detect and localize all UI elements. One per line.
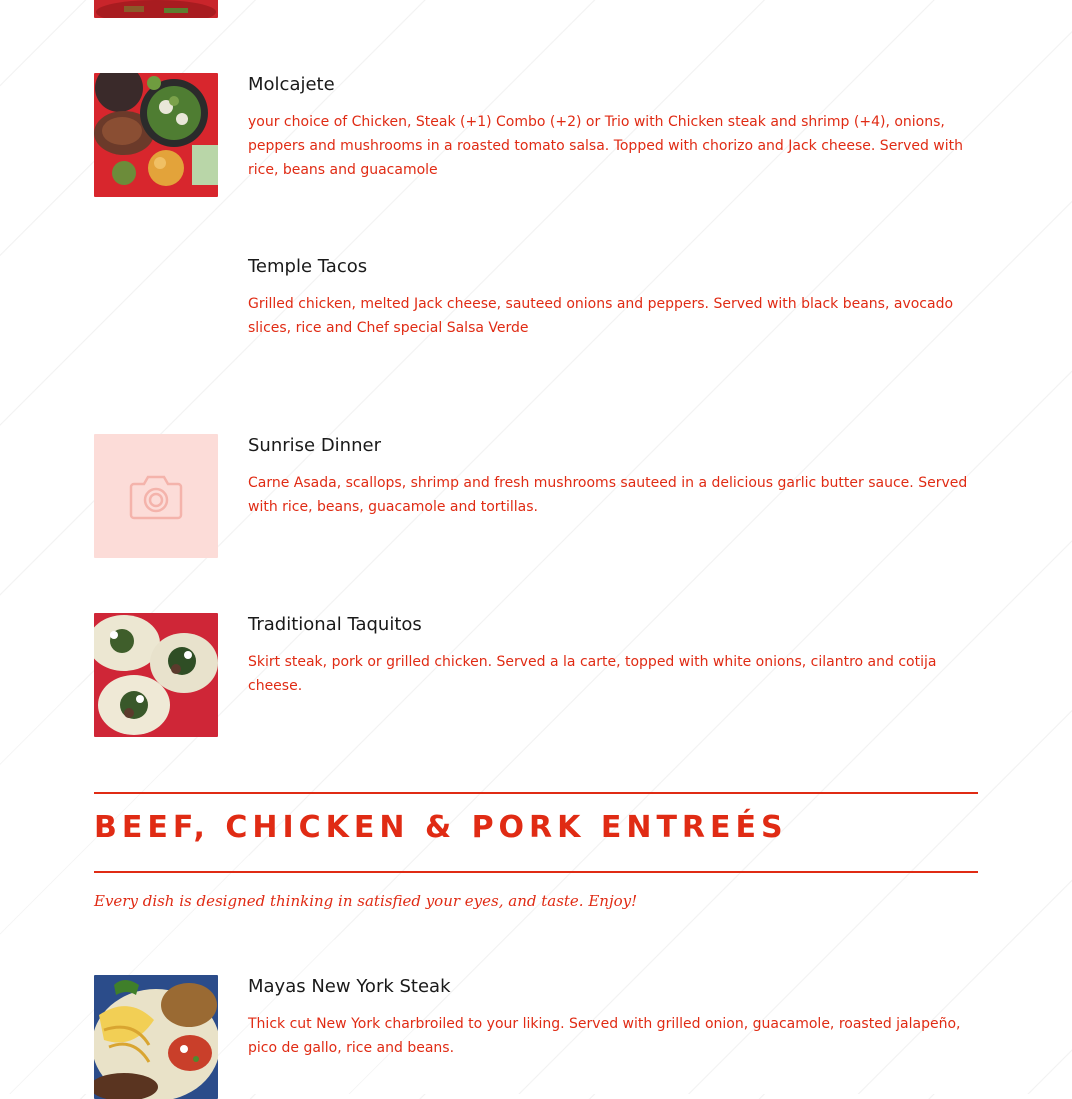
item-description-mayas-new-york-steak: Thick cut New York charbroiled to your liking. Served with grilled onion, guacamole, roasted jalapeño, pico de gallo, rice and beans. — [248, 1016, 961, 1056]
dish-photo-molcajete[interactable] — [94, 73, 218, 197]
traditional-taquitos-image — [94, 613, 218, 737]
camera-icon — [94, 434, 218, 558]
item-name-molcajete: Molcajete — [248, 74, 335, 95]
item-description-sunrise-dinner: Carne Asada, scallops, shrimp and fresh mushrooms sauteed in a delicious garlic butter sauce. Served with rice, beans, guacamole and tortillas. — [248, 475, 968, 515]
dish-photo-previous[interactable] — [94, 0, 218, 18]
dish-photo-traditional-taquitos[interactable] — [94, 613, 218, 737]
section-title: BEEF, CHICKEN & PORK ENTREÉS — [94, 810, 788, 845]
section-divider-bottom — [94, 871, 978, 873]
dish-photo-placeholder[interactable] — [94, 434, 218, 558]
dish-photo-previous-image — [94, 0, 218, 18]
section-subtitle: Every dish is designed thinking in satisfied your eyes, and taste. Enjoy! — [94, 892, 638, 910]
item-description-temple-tacos: Grilled chicken, melted Jack cheese, sauteed onions and peppers. Served with black beans, avocado slices, rice and Chef special Salsa Verde — [248, 296, 954, 336]
item-description-traditional-taquitos: Skirt steak, pork or grilled chicken. Served a la carte, topped with white onions, cilantro and cotija cheese. — [248, 654, 937, 694]
molcajete-image — [94, 73, 218, 197]
item-name-temple-tacos: Temple Tacos — [248, 256, 368, 277]
item-name-sunrise-dinner: Sunrise Dinner — [248, 435, 381, 456]
section-divider-top — [94, 792, 978, 794]
mayas-new-york-steak-image — [94, 975, 218, 1099]
item-name-mayas-new-york-steak: Mayas New York Steak — [248, 976, 451, 997]
dish-photo-mayas-new-york-steak[interactable] — [94, 975, 218, 1099]
item-description-molcajete: your choice of Chicken, Steak (+1) Combo (+2) or Trio with Chicken steak and shrimp (+4), onions, peppers and mushrooms in a roasted tomato salsa. Topped with chorizo and Jack cheese. Served with rice, beans and guacamole — [248, 114, 964, 178]
item-name-traditional-taquitos: Traditional Taquitos — [248, 614, 422, 635]
